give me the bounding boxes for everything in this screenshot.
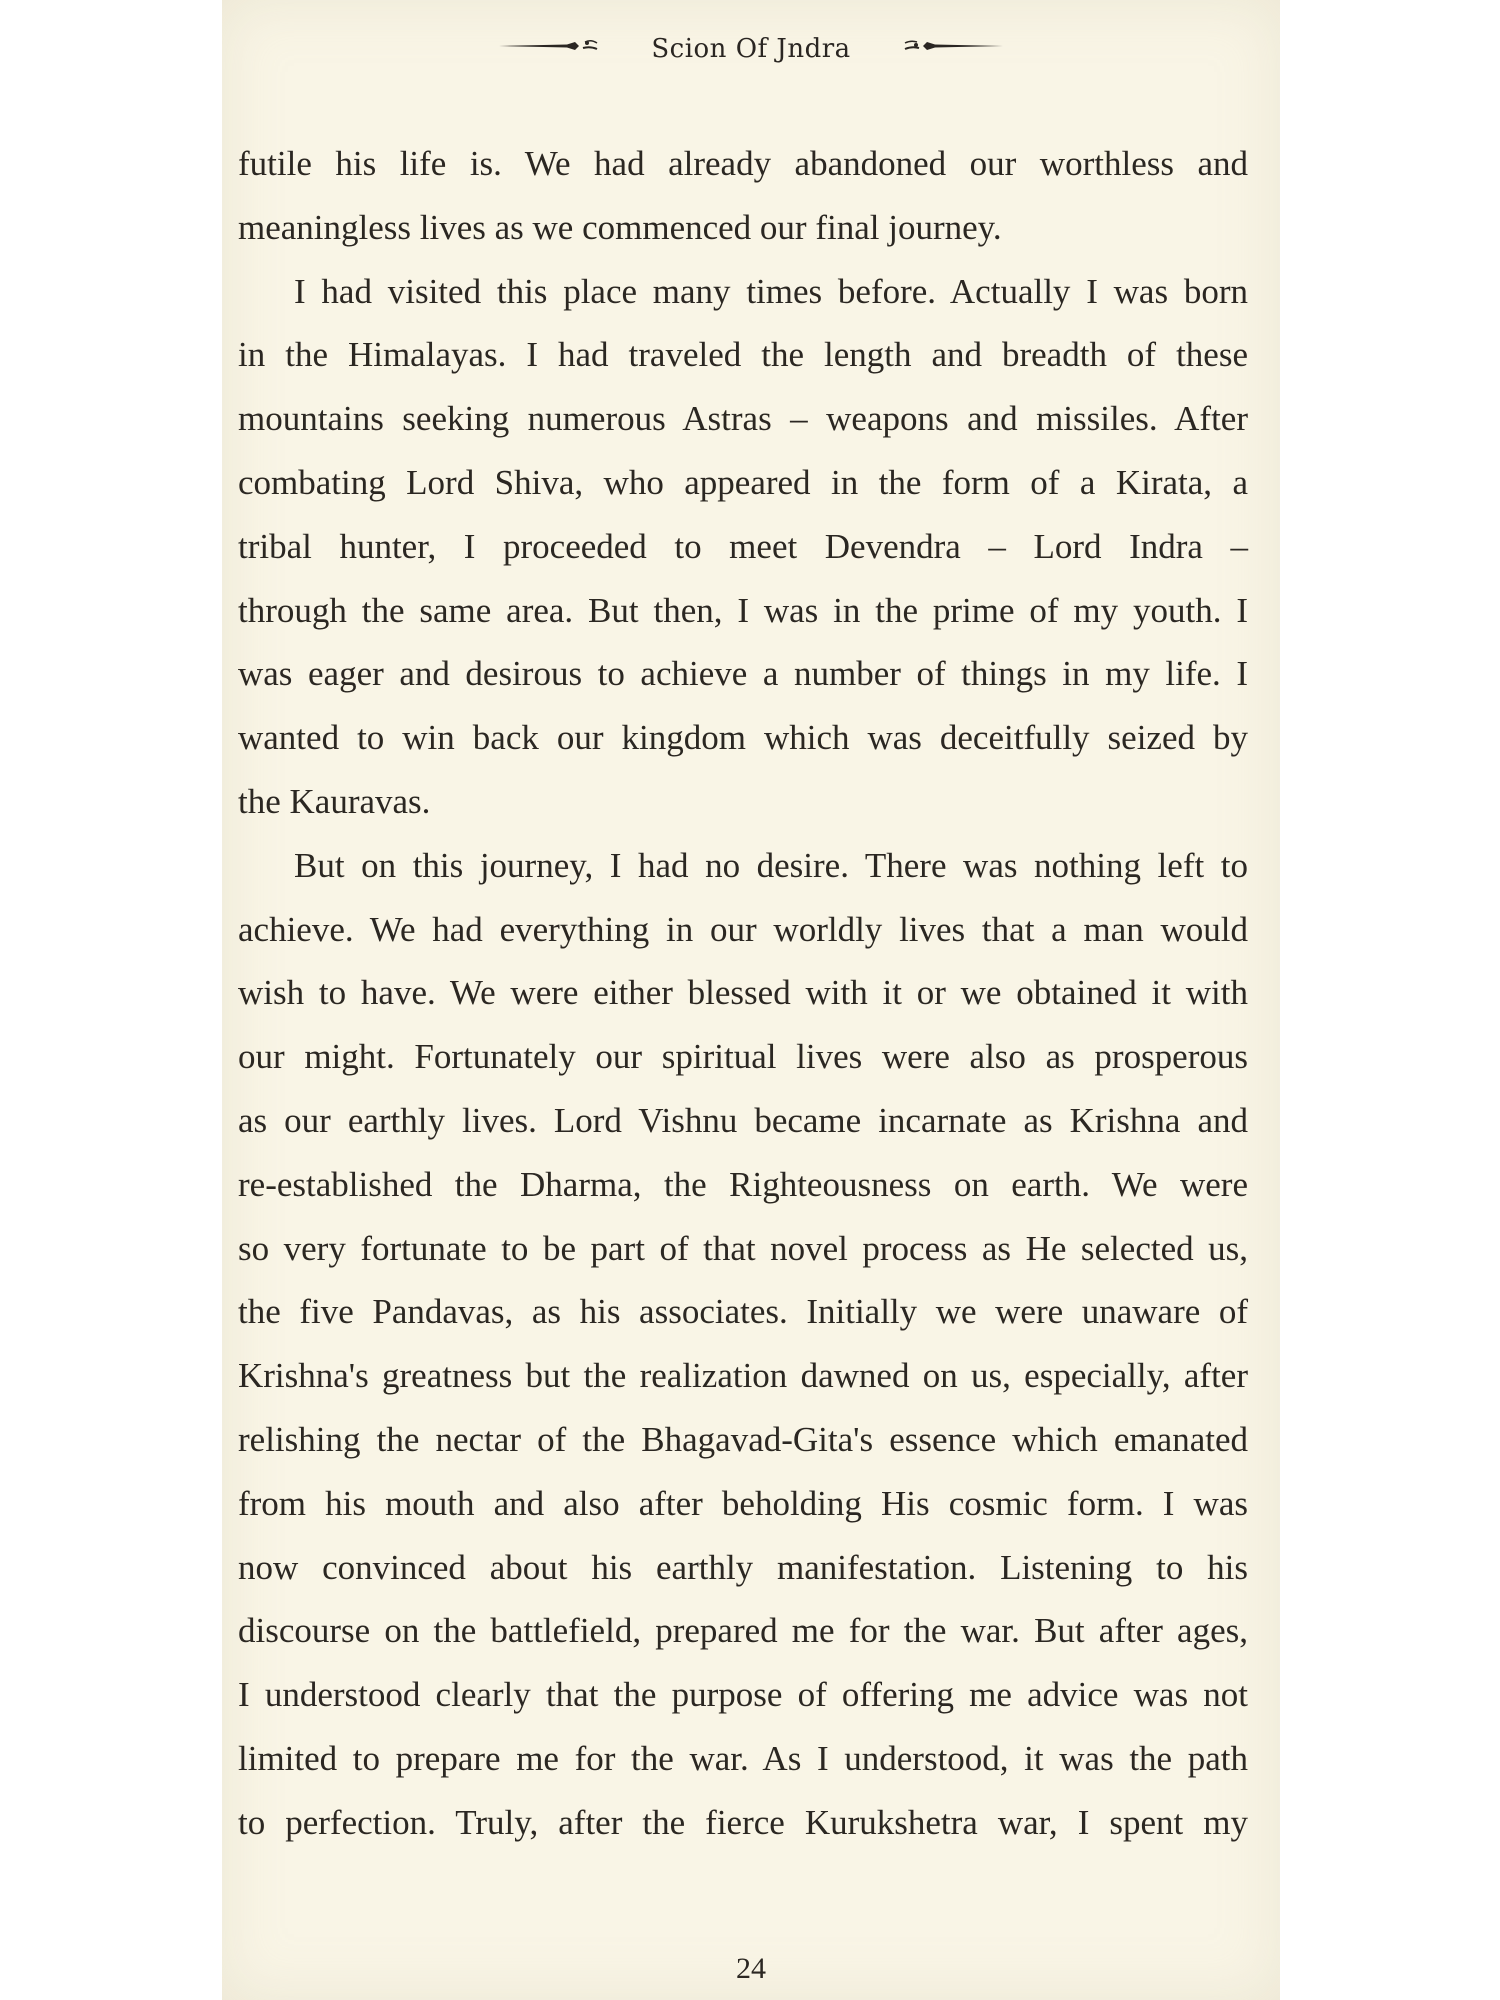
text-line: wish to have. We were either blessed with it or we obtained it with xyxy=(238,973,1248,1013)
right-ornament-icon xyxy=(900,34,1005,58)
text-line: so very fortunate to be part of that novel process as He selected us, xyxy=(238,1228,1248,1268)
text-line: achieve. We had everything in our worldly lives that a man would xyxy=(238,909,1248,949)
text-line: to perfection. Truly, after the fierce Kurukshetra war, I spent my xyxy=(238,1802,1248,1842)
text-line: the five Pandavas, as his associates. Initially we were unaware of xyxy=(238,1292,1248,1332)
text-line: discourse on the battlefield, prepared me for the war. But after ages, xyxy=(238,1611,1248,1651)
text-line: I had visited this place many times before. Actually I was born xyxy=(294,271,1248,311)
text-line: mountains seeking numerous Astras – weapons and missiles. After xyxy=(238,399,1248,439)
text-line: Krishna's greatness but the realization dawned on us, especially, after xyxy=(238,1356,1248,1396)
text-line: was eager and desirous to achieve a number of things in my life. I xyxy=(238,654,1248,694)
text-line: limited to prepare me for the war. As I understood, it was the path xyxy=(238,1738,1248,1778)
page-number: 24 xyxy=(736,1952,766,1985)
text-line: But on this journey, I had no desire. There was nothing left to xyxy=(294,845,1248,885)
text-line: the Kauravas. xyxy=(238,781,431,821)
text-line: now convinced about his earthly manifestation. Listening to his xyxy=(238,1547,1248,1587)
text-line: our might. Fortunately our spiritual lives were also as prosperous xyxy=(238,1037,1248,1077)
body-text xyxy=(238,132,1248,1855)
text-line: re-established the Dharma, the Righteousness on earth. We were xyxy=(238,1164,1248,1204)
running-title: Scion Of Jndra xyxy=(651,34,851,64)
text-line: relishing the nectar of the Bhagavad-Gita's essence which emanated xyxy=(238,1419,1248,1459)
text-line: through the same area. But then, I was in the prime of my youth. I xyxy=(238,590,1248,630)
running-header xyxy=(222,30,1280,80)
text-line: as our earthly lives. Lord Vishnu became incarnate as Krishna and xyxy=(238,1100,1248,1140)
text-line: meaningless lives as we commenced our final journey. xyxy=(238,207,1002,247)
text-line: tribal hunter, I proceeded to meet Devendra – Lord Indra – xyxy=(238,526,1248,566)
text-line: I understood clearly that the purpose of offering me advice was not xyxy=(238,1675,1248,1715)
book-page xyxy=(222,0,1280,2000)
text-line: from his mouth and also after beholding His cosmic form. I was xyxy=(238,1483,1248,1523)
text-line: in the Himalayas. I had traveled the length and breadth of these xyxy=(238,335,1248,375)
text-line: wanted to win back our kingdom which was deceitfully seized by xyxy=(238,718,1248,758)
text-line: combating Lord Shiva, who appeared in the form of a Kirata, a xyxy=(238,462,1248,502)
text-line: futile his life is. We had already abandoned our worthless and xyxy=(238,144,1248,183)
